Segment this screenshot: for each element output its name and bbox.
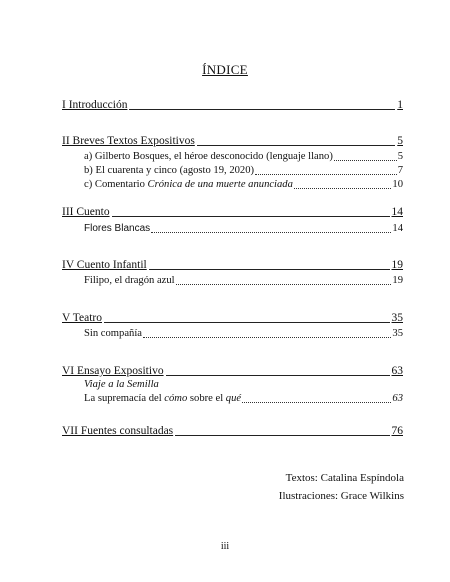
page-title: ÍNDICE bbox=[202, 62, 248, 77]
credit-texts: Textos: Catalina Espíndola bbox=[285, 472, 404, 484]
toc-subentry-label-group bbox=[84, 179, 293, 191]
toc-leader-line bbox=[149, 269, 390, 270]
toc-leader-line bbox=[197, 145, 395, 146]
toc-subentry-page: 14 bbox=[392, 223, 403, 234]
toc-leader-line bbox=[175, 435, 389, 436]
toc-subentry-supremacia[interactable] bbox=[84, 391, 403, 405]
toc-entry-ensayo-expositivo[interactable] bbox=[62, 361, 403, 378]
toc-leader-line bbox=[129, 109, 395, 110]
toc-subentry-gilberto-bosques[interactable] bbox=[84, 149, 403, 163]
toc-subentry-italic-word: qué bbox=[225, 393, 242, 404]
toc-dot-leader bbox=[151, 232, 391, 233]
toc-subentry-label: c) Comentario bbox=[84, 179, 148, 190]
toc-subentry-page: 5 bbox=[397, 151, 403, 162]
toc-leader-line bbox=[104, 322, 390, 323]
toc-dot-leader bbox=[255, 174, 397, 175]
toc-subentry-cuarenta-y-cinco[interactable] bbox=[84, 163, 403, 177]
toc-entry-label: VII Fuentes consultadas bbox=[62, 425, 174, 437]
toc-subentry-flores-blancas[interactable] bbox=[84, 221, 403, 235]
toc-subentry-label: a) Gilberto Bosques, el héroe desconocido (lenguaje llano) bbox=[84, 151, 333, 162]
toc-subentry-page: 10 bbox=[392, 179, 403, 190]
toc-subentry-label: sobre el bbox=[187, 393, 226, 404]
toc-subentry-filipo[interactable] bbox=[84, 273, 403, 287]
toc-dot-leader bbox=[334, 160, 397, 161]
toc-entry-label: III Cuento bbox=[62, 206, 110, 218]
toc-subentry-label: Filipo, el dragón azul bbox=[84, 275, 175, 286]
toc-entry-fuentes-consultadas[interactable] bbox=[62, 421, 403, 438]
toc-subentry-page: 19 bbox=[392, 275, 403, 286]
toc-subentry-label: La supremacía del bbox=[84, 393, 165, 404]
credit-illustrations: Ilustraciones: Grace Wilkins bbox=[278, 490, 404, 502]
toc-entry-page: 5 bbox=[397, 135, 403, 147]
toc-subentry-italic-word: cómo bbox=[164, 393, 188, 404]
toc-entry-page: 14 bbox=[391, 206, 403, 218]
toc-subentry-page: 35 bbox=[392, 328, 403, 339]
toc-subentry-label-group bbox=[84, 393, 241, 405]
toc-entry-label: V Teatro bbox=[62, 312, 102, 324]
toc-entry-page: 63 bbox=[391, 365, 403, 377]
toc-entry-label: VI Ensayo Expositivo bbox=[62, 365, 164, 377]
toc-entry-label: IV Cuento Infantil bbox=[62, 259, 147, 271]
toc-entry-page: 35 bbox=[391, 312, 403, 324]
toc-entry-cuento[interactable] bbox=[62, 202, 403, 219]
toc-entry-page: 19 bbox=[391, 259, 403, 271]
toc-subentry-page: 7 bbox=[397, 165, 403, 176]
toc-dot-leader bbox=[242, 402, 391, 403]
toc-entry-cuento-infantil[interactable] bbox=[62, 255, 403, 272]
toc-subentry-italic-title: Viaje a la Semilla bbox=[84, 379, 159, 390]
toc-subentry-label: Flores Blancas bbox=[84, 223, 151, 234]
toc-leader-line bbox=[166, 375, 390, 376]
toc-dot-leader bbox=[294, 188, 392, 189]
toc-entry-breves-textos[interactable] bbox=[62, 131, 403, 148]
toc-entry-introduccion[interactable] bbox=[62, 95, 403, 112]
toc-leader-line bbox=[112, 216, 390, 217]
toc-entry-page: 1 bbox=[397, 99, 403, 111]
toc-entry-label: I Introducción bbox=[62, 99, 128, 111]
toc-subentry-italic-title: Crónica de una muerte anunciada bbox=[147, 179, 293, 190]
toc-subentry-comentario[interactable] bbox=[84, 177, 403, 191]
toc-subentry-label: b) El cuarenta y cinco (agosto 19, 2020) bbox=[84, 165, 255, 176]
toc-dot-leader bbox=[143, 337, 391, 338]
page-number: iii bbox=[220, 541, 230, 552]
toc-entry-label: II Breves Textos Expositivos bbox=[62, 135, 195, 147]
toc-subentry-sin-compania[interactable] bbox=[84, 326, 403, 340]
toc-subentry-viaje-semilla[interactable] bbox=[84, 377, 403, 391]
toc-dot-leader bbox=[176, 284, 392, 285]
toc-entry-teatro[interactable] bbox=[62, 308, 403, 325]
toc-entry-page: 76 bbox=[391, 425, 403, 437]
toc-subentry-label: Sin compañía bbox=[84, 328, 142, 339]
toc-subentry-page: 63 bbox=[392, 393, 403, 404]
